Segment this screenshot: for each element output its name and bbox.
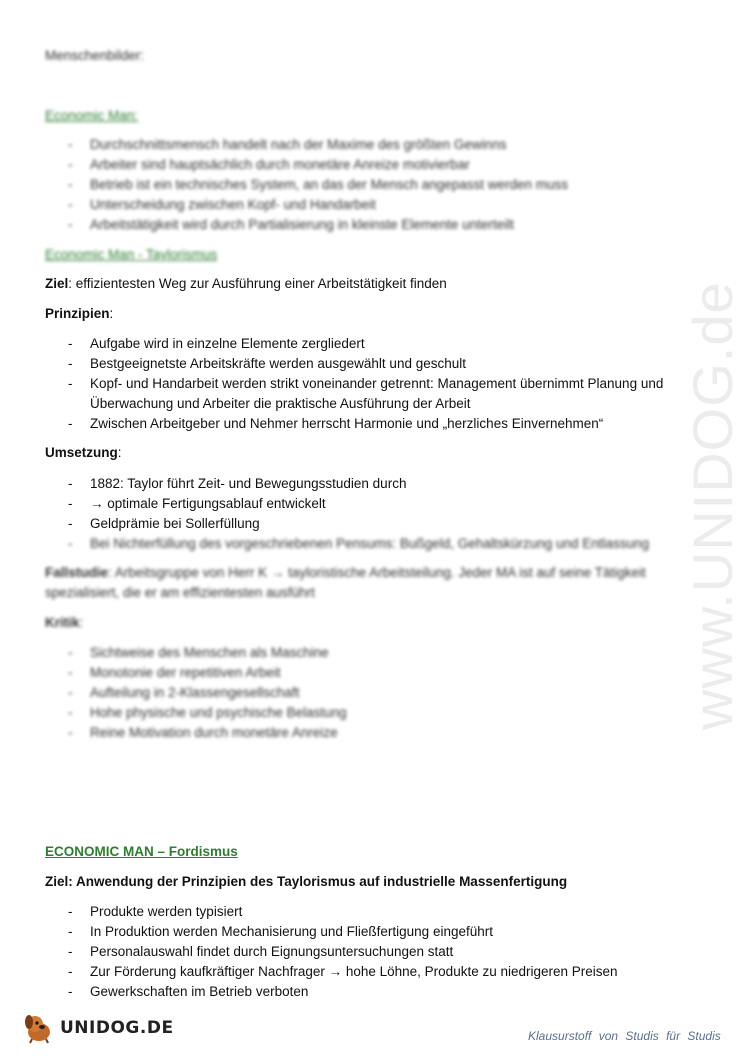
economic-man-heading: Economic Man: [45,108,139,123]
footer-logo [22,1012,174,1044]
list-item: - Zwischen Arbeitgeber und Nehmer herrscht Harmonie und „herzliches Einvernehmen“ [68,416,604,431]
watermark: www.UNIDOG.de [681,281,744,730]
menschenbilder-heading: Menschenbilder: [45,48,145,63]
list-item: - Monotonie der repetitiven Arbeit [68,665,281,680]
list-item: - Durchschnittsmensch handelt nach der Maxime des größten Gewinns [68,137,507,152]
fordismus-heading: ECONOMIC MAN – Fordismus [45,844,238,859]
list-item-continuation: Überwachung und Arbeiter die praktische Ausführung der Arbeit [90,396,471,411]
list-item: - → optimale Fertigungsablauf entwickelt [68,496,326,511]
prinzipien-label: Prinzipien [45,306,110,321]
economic-man-list [0,135,568,235]
list-item: - Geldprämie bei Sollerfüllung [68,516,260,531]
list-item: - Zur Förderung kaufkräftiger Nachfrager → hohe Löhne, Produkte zu niedrigeren Preisen [68,964,618,979]
list-item: - Personalauswahl findet durch Eignungsuntersuchungen statt [68,944,454,959]
list-item: - Aufgabe wird in einzelne Elemente zergliedert [68,336,365,351]
list-item: - Bestgeeignetste Arbeitskräfte werden ausgewählt und geschult [68,356,466,371]
fallstudie-line-2: spezialisiert, die er am effizientesten ausführt [45,585,315,600]
umsetzung-list [0,474,649,554]
list-item: - Hohe physische und psychische Belastung [68,705,347,720]
list-item: - Bei Nichterfüllung des vorgeschriebenen Pensums: Bußgeld, Gehaltskürzung und Entlassung [68,536,650,551]
taylorismus-heading: Economic Man - Taylorismus [45,247,218,262]
list-item: - In Produktion werden Mechanisierung und Fließfertigung eingeführt [68,924,493,939]
list-item: - Gewerkschaften im Betrieb verboten [68,984,309,999]
logo-text: UNIDOG.DE [60,1018,174,1038]
prinzipien-list [0,334,663,434]
list-item: - Aufteilung in 2-Klassengesellschaft [68,685,300,700]
umsetzung-line: Umsetzung: [45,445,122,460]
list-item: - Sichtweise des Menschen als Maschine [68,645,329,660]
fallstudie-line-1: Fallstudie: Arbeitsgruppe von Herr K → tayloristische Arbeitsteilung. Jeder MA ist auf seine Tätigkeit [45,565,646,580]
umsetzung-label: Umsetzung [45,445,118,460]
list-item: - Produkte werden typisiert [68,904,243,919]
ziel-line [45,275,447,293]
list-item: - Reine Motivation durch monetäre Anreize [68,725,338,740]
fordismus-ziel: Ziel: Anwendung der Prinzipien des Taylorismus auf industrielle Massenfertigung [45,874,568,889]
footer-tagline: Klausurstoff von Studis für Studis [528,1029,721,1043]
kritik-line: Kritik: [45,615,84,630]
ziel-text: : effizientesten Weg zur Ausführung einer Arbeitstätigkeit finden [68,276,447,291]
list-item: - Betrieb ist ein technisches System, an das der Mensch angepasst werden muss [68,177,568,192]
list-item: - 1882: Taylor führt Zeit- und Bewegungsstudien durch [68,476,407,491]
prinzipien-line: Prinzipien: [45,306,114,321]
kritik-list [0,643,347,743]
list-item: - Arbeitstätigkeit wird durch Partialisierung in kleinste Elemente unterteilt [68,217,514,232]
list-item: - Arbeiter sind hauptsächlich durch monetäre Anreize motivierbar [68,157,470,172]
list-item: - Kopf- und Handarbeit werden strikt voneinander getrennt: Management übernimmt Planung und [68,376,664,391]
fordismus-list [0,902,618,1002]
ziel-label: Ziel [45,276,69,291]
list-item: - Unterscheidung zwischen Kopf- und Handarbeit [68,197,376,212]
dog-mascot-icon [22,1012,56,1044]
